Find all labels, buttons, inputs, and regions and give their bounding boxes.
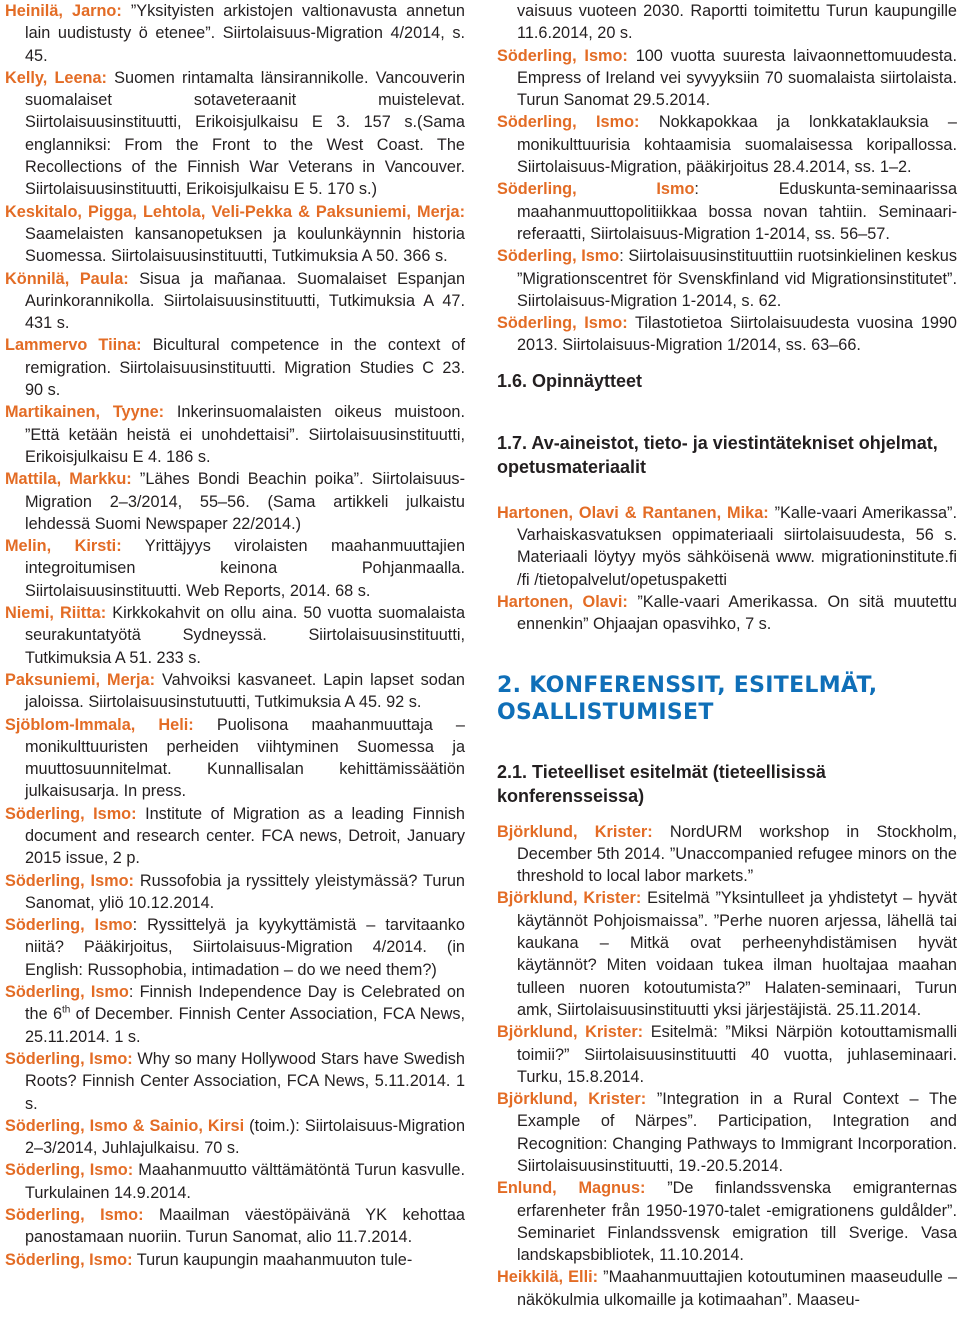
entry-text: Saamelaisten kansanopetuksen ja koulunkäynnin historia Suomessa. Siirtolaisuusinstituutti, Tutkimuksia A 50. 366 s.: [25, 224, 465, 266]
entry-author: Björklund, Krister:: [497, 822, 653, 841]
entry-text: Why so many Hollywood Stars have Swedish Roots? Finnish Center Association, FCA News, 5.11.2014. 1 s.: [25, 1049, 465, 1113]
entry-text: Vahvoiksi kasvaneet. Lapin lapset sodan jaloissa. Siirtolaisuusinstutuutti, Tutkimuksia A 45. 92 s.: [25, 670, 465, 712]
entry-author: Könnilä, Paula:: [5, 269, 129, 288]
entry-text: Esitelmä ”Yksintulleet ja yhdistetyt – hyvät käytännöt Pohjoismaissa”. ”Perhe nuoren arjessa, lähellä tai kaukana – Mitkä ovat perheenyhdistämisen hyvät käytännöt? Miten voidaan tukea ilman huoltajaa maahan tulleen nuoren kotoutumista?” Halaten-seminaari, Turun amk, Siirtolaisuusinstituutti yksi järjestäjistä. 25.11.2014.: [517, 889, 957, 1019]
bibliography-entry: [5, 1204, 465, 1249]
heading-tieteelliset-esitelmat: 2.1. Tieteelliset esitelmät (tieteellisissä konferensseissa): [497, 761, 826, 806]
bibliography-entry: [497, 1266, 957, 1311]
entry-author: Söderling, Ismo:: [497, 46, 628, 65]
entry-author: Mattila, Markku:: [5, 470, 132, 489]
entry-text: Esitelmä: ”Miksi Närpiön kotouttamismalli toimii?” Siirtolaisuusinstituutti 40 vuotta, juhlaseminaari. Turku, 15.8.2014.: [517, 1023, 957, 1086]
entry-text: Bicultural competence in the context of remigration. Siirtolaisuusinstituutti. Migration Studies C 23. 90 s.: [25, 336, 465, 400]
entry-author: Björklund, Krister:: [497, 889, 642, 908]
bibliography-entry: [497, 591, 957, 636]
bibliography-entry: [5, 981, 465, 1048]
entry-author: Niemi, Riitta:: [5, 604, 107, 623]
bibliography-entry: [5, 1249, 465, 1271]
entry-text: ”Yksityisten arkistojen valtionavusta annetun lain uudistusty ö etenee”. Siirtolaisuus-Migration 4/2014, s. 45.: [25, 2, 465, 65]
entry-author: Martikainen, Tyyne:: [5, 403, 165, 422]
entry-author: Lammervo Tiina:: [5, 336, 142, 355]
bibliography-entry: [497, 1021, 957, 1088]
entry-text: ”Lähes Bondi Beachin poika”. Siirtolaisuus-Migration 2–3/2014, 55–56. (Sama artikkeli julkaistu lehdessä Suomi Newspaper 22/2014.): [25, 470, 465, 533]
bibliography-entry: [5, 714, 465, 803]
bibliography-entry: [5, 669, 465, 714]
heading-konferenssit: 2. KONFERENSSIT, ESITELMÄT, OSALLISTUMISET: [497, 672, 878, 725]
entry-text: Puolisona maahanmuuttaja – monikulttuuristen perheiden viihtyminen Suomessa ja muuttosuunnitelmat. Kunnallisalan kehittämissäätiön julkaisusarja. In press.: [25, 715, 465, 801]
heading-opinnaytteet: 1.6. Opinnäytteet: [497, 370, 643, 391]
entry-text: Suomen rintamalta länsirannikolle. Vancouverin suomalaiset sotaveteraanit muistelevat. Siirtolaisuusinstituutti, Erikoisjulkaisu E 3. 157 s.(Sama englanniksi: From the Front to the West Coast. The Recollections of the Finnish War Veterans in Vancouver. Siirtolaisuusinstituutti, Erikoisjulkaisu E 5. 170 s.): [25, 68, 466, 199]
entry-text: ”Maahanmuuttajien kotoutuminen maaseudulle – näkökulmia ulkomaille ja kotimaahan”. Maaseu-: [517, 1268, 957, 1309]
left-column: [5, 0, 465, 1271]
bibliography-entry: [5, 535, 465, 602]
bibliography-entry: [497, 1088, 957, 1177]
entry-text: ”Kalle-vaari Amerikassa”. Varhaiskasvatuksen oppimateriaali siirtolaisuudesta, 56 s. Materiaali löytyy myös sähköisenä www. migrationinstitute.fi /fi /tietopalvelut/opetuspaketti: [517, 503, 957, 589]
entry-author: Söderling, Ismo: [497, 247, 620, 266]
bibliography-entry: [497, 45, 957, 112]
bibliography-entry: [5, 401, 465, 468]
entry-author: Melin, Kirsti:: [5, 537, 122, 556]
entry-author: Söderling, Ismo:: [497, 113, 640, 132]
entry-text: Turun kaupungin maahanmuuton tule-: [132, 1250, 413, 1269]
entry-text: Kirkkokahvit on ollu aina. 50 vuotta suomalaista seurakuntatyötä Sydneyssä. Siirtolaisuusinstituutti, Tutkimuksia A 51. 233 s.: [25, 604, 466, 667]
entry-author: Björklund, Krister:: [497, 1023, 644, 1042]
entry-author: Keskitalo, Pigga, Lehtola, Veli-Pekka & Paksuniemi, Merja:: [5, 202, 465, 221]
entry-author: Söderling, Ismo:: [5, 804, 137, 823]
entry-author: Söderling, Ismo:: [497, 314, 628, 333]
entry-text: : Ryssittelyä ja kyykyttämistä – tarvitaanko niitä? Pääkirjoitus, Siirtolaisuus-Migration 4/2014. (in English: Russophobia, intimadation – do we need them?): [25, 916, 465, 979]
bibliography-entry: [5, 0, 465, 67]
entry-author: Kelly, Leena:: [5, 68, 107, 87]
entry-text: of December. Finnish Center Association, FCA News, 25.11.2014. 1 s.: [25, 1005, 465, 1046]
right-top-entries: [497, 45, 957, 357]
bibliography-entry: [5, 870, 465, 915]
entry-text: Maailman väestöpäivänä YK kehottaa panostamaan nuoriin. Turun Sanomat, alio 11.7.2014.: [25, 1206, 465, 1247]
entry-text: Sisua ja mañanaa. Suomalaiset Espanjan Aurinkorannikolla. Siirtolaisuusinstituutti, Tutkimuksia A 47. 431 s.: [25, 269, 465, 333]
continued-entry-text: vaisuus vuoteen 2030. Raportti toimitettu Turun kaupungille 11.6.2014, 20 s.: [517, 2, 957, 43]
entry-text: ”Integration in a Rural Context – The Example of Närpes”. Participation, Integration and Recognition: Changing Pathways to Immigrant Incorporation. Siirtolaisuusinstituutti, 19.-20.5.2014.: [517, 1090, 957, 1175]
bibliography-entry: [5, 1115, 465, 1160]
entry-superscript: th: [62, 1004, 71, 1016]
entry-author: Söderling, Ismo & Sainio, Kirsi: [5, 1116, 245, 1135]
entry-text: : Eduskunta-seminaarissa maahanmuuttopolitiikkaa bossa novan tahtiin. Seminaari-referaatti, Siirtolaisuus-Migration 1-2014, ss. 56–57.: [517, 180, 957, 243]
entry-text: (toim.): Siirtolaisuus-Migration 2–3/2014, Juhlajulkaisu. 70 s.: [25, 1116, 465, 1158]
bibliography-entry: [497, 502, 957, 591]
entry-author: Söderling, Ismo:: [5, 1206, 144, 1225]
entry-text: Inkerinsuomalaisten oikeus muistoon. ”Että ketään heistä ei unohdettaisi”. Siirtolaisuusinstituutti, Erikoisjulkaisu E 4. 186 s.: [25, 403, 465, 466]
entry-author: Björklund, Krister:: [497, 1090, 647, 1109]
bibliography-entry: [5, 268, 465, 335]
entry-text: Maahanmuutto välttämätöntä Turun kasvulle. Turkulainen 14.9.2014.: [25, 1161, 465, 1202]
bibliography-entry: [497, 178, 957, 245]
bibliography-entry: [497, 1177, 957, 1266]
entry-author: Heinilä, Jarno:: [5, 2, 122, 20]
entry-author: Söderling, Ismo: [5, 983, 129, 1002]
entry-author: Söderling, Ismo: [5, 916, 133, 935]
entry-text: NordURM workshop in Stockholm, December 5th 2014. ”Unaccompanied refugee minors on the threshold to local labor markets.”: [517, 822, 957, 886]
bibliography-entry: [497, 821, 957, 888]
av-aineistot-entries: [497, 502, 957, 636]
entry-author: Söderling, Ismo: [497, 180, 695, 199]
bibliography-entry: [5, 201, 465, 268]
entry-text: : Siirtolaisuusinstituuttiin ruotsinkielinen keskus ”Migrationscentret för Svenskfinland vid Migrationsinstitutet”. Siirtolaisuus-Migration 1-2014, s. 62.: [517, 247, 957, 310]
entry-author: Söderling, Ismo:: [5, 1250, 133, 1269]
bibliography-entry: [497, 887, 957, 1021]
bibliography-entry: [5, 602, 465, 669]
bibliography-entry: [5, 468, 465, 535]
entry-text: Yrittäjyys virolaisten maahanmuuttajien integroitumisen keinona Pohjanmaalla. Siirtolaisuusinstituutti. Web Reports, 2014. 68 s.: [25, 537, 465, 600]
entry-text: Nokkapokkaa ja lonkkataklauksia – monikulttuurisia kohtaamisia suomalaisessa koripallossa. Siirtolaisuus-Migration, pääkirjoitus 28.4.2014, ss. 1–2.: [517, 113, 957, 177]
entry-text: Institute of Migration as a leading Finnish document and research center. FCA news, Detroit, January 2015 issue, 2 p.: [25, 804, 465, 868]
entry-author: Heikkilä, Elli:: [497, 1268, 599, 1287]
bibliography-entry: [5, 1048, 465, 1115]
entry-author: Hartonen, Olavi:: [497, 592, 628, 611]
entry-text: ”Kalle-vaari Amerikassa. On sitä muutettu ennenkin” Ohjaajan opasvihko, 7 s.: [517, 592, 957, 634]
bibliography-entry: [5, 803, 465, 870]
bibliography-entry: [5, 1159, 465, 1204]
entry-text: Tilastotietoa Siirtolaisuudesta vuosina 1990 2013. Siirtolaisuus-Migration 1/2014, ss. 63–66.: [517, 314, 957, 355]
bibliography-entry: [497, 111, 957, 178]
entry-author: Söderling, Ismo:: [5, 1049, 133, 1068]
bibliography-entry: [497, 312, 957, 357]
entry-text: Russofobia ja ryssittely yleistymässä? Turun Sanomat, yliö 10.12.2014.: [25, 871, 465, 912]
entry-author: Enlund, Magnus:: [497, 1179, 646, 1198]
bibliography-entry: [5, 334, 465, 401]
entry-author: Söderling, Ismo:: [5, 871, 134, 890]
entry-author: Hartonen, Olavi & Rantanen, Mika:: [497, 503, 769, 522]
entry-author: Paksuniemi, Merja:: [5, 670, 155, 689]
heading-av-aineistot: 1.7. Av-aineistot, tieto- ja viestintätekniset ohjelmat, opetusmateriaalit: [497, 432, 938, 477]
tieteelliset-esitelmat-entries: [497, 821, 957, 1312]
entry-text: : Finnish Independence Day is Celebrated on the 6: [25, 983, 465, 1024]
bibliography-entry: [5, 914, 465, 981]
entry-author: Sjöblom-Immala, Heli:: [5, 715, 194, 734]
bibliography-entry: [5, 67, 465, 201]
entry-author: Söderling, Ismo:: [5, 1161, 134, 1180]
bibliography-entry: [497, 245, 957, 312]
right-column: [497, 0, 957, 1311]
entry-text: ”De finlandssvenska emigranternas erfarenheter från 1950-1970-talet -emigrationens guldålder”. Seminariet Finlandssvensk emigration till Sverige. Vasa landskapsbibliotek, 11.10.2014.: [517, 1179, 957, 1265]
entry-text: 100 vuotta suuresta laivaonnettomuudesta. Empress of Ireland vei syvyyksiin 70 suomalaista siirtolaista. Turun Sanomat 29.5.2014.: [517, 46, 957, 110]
